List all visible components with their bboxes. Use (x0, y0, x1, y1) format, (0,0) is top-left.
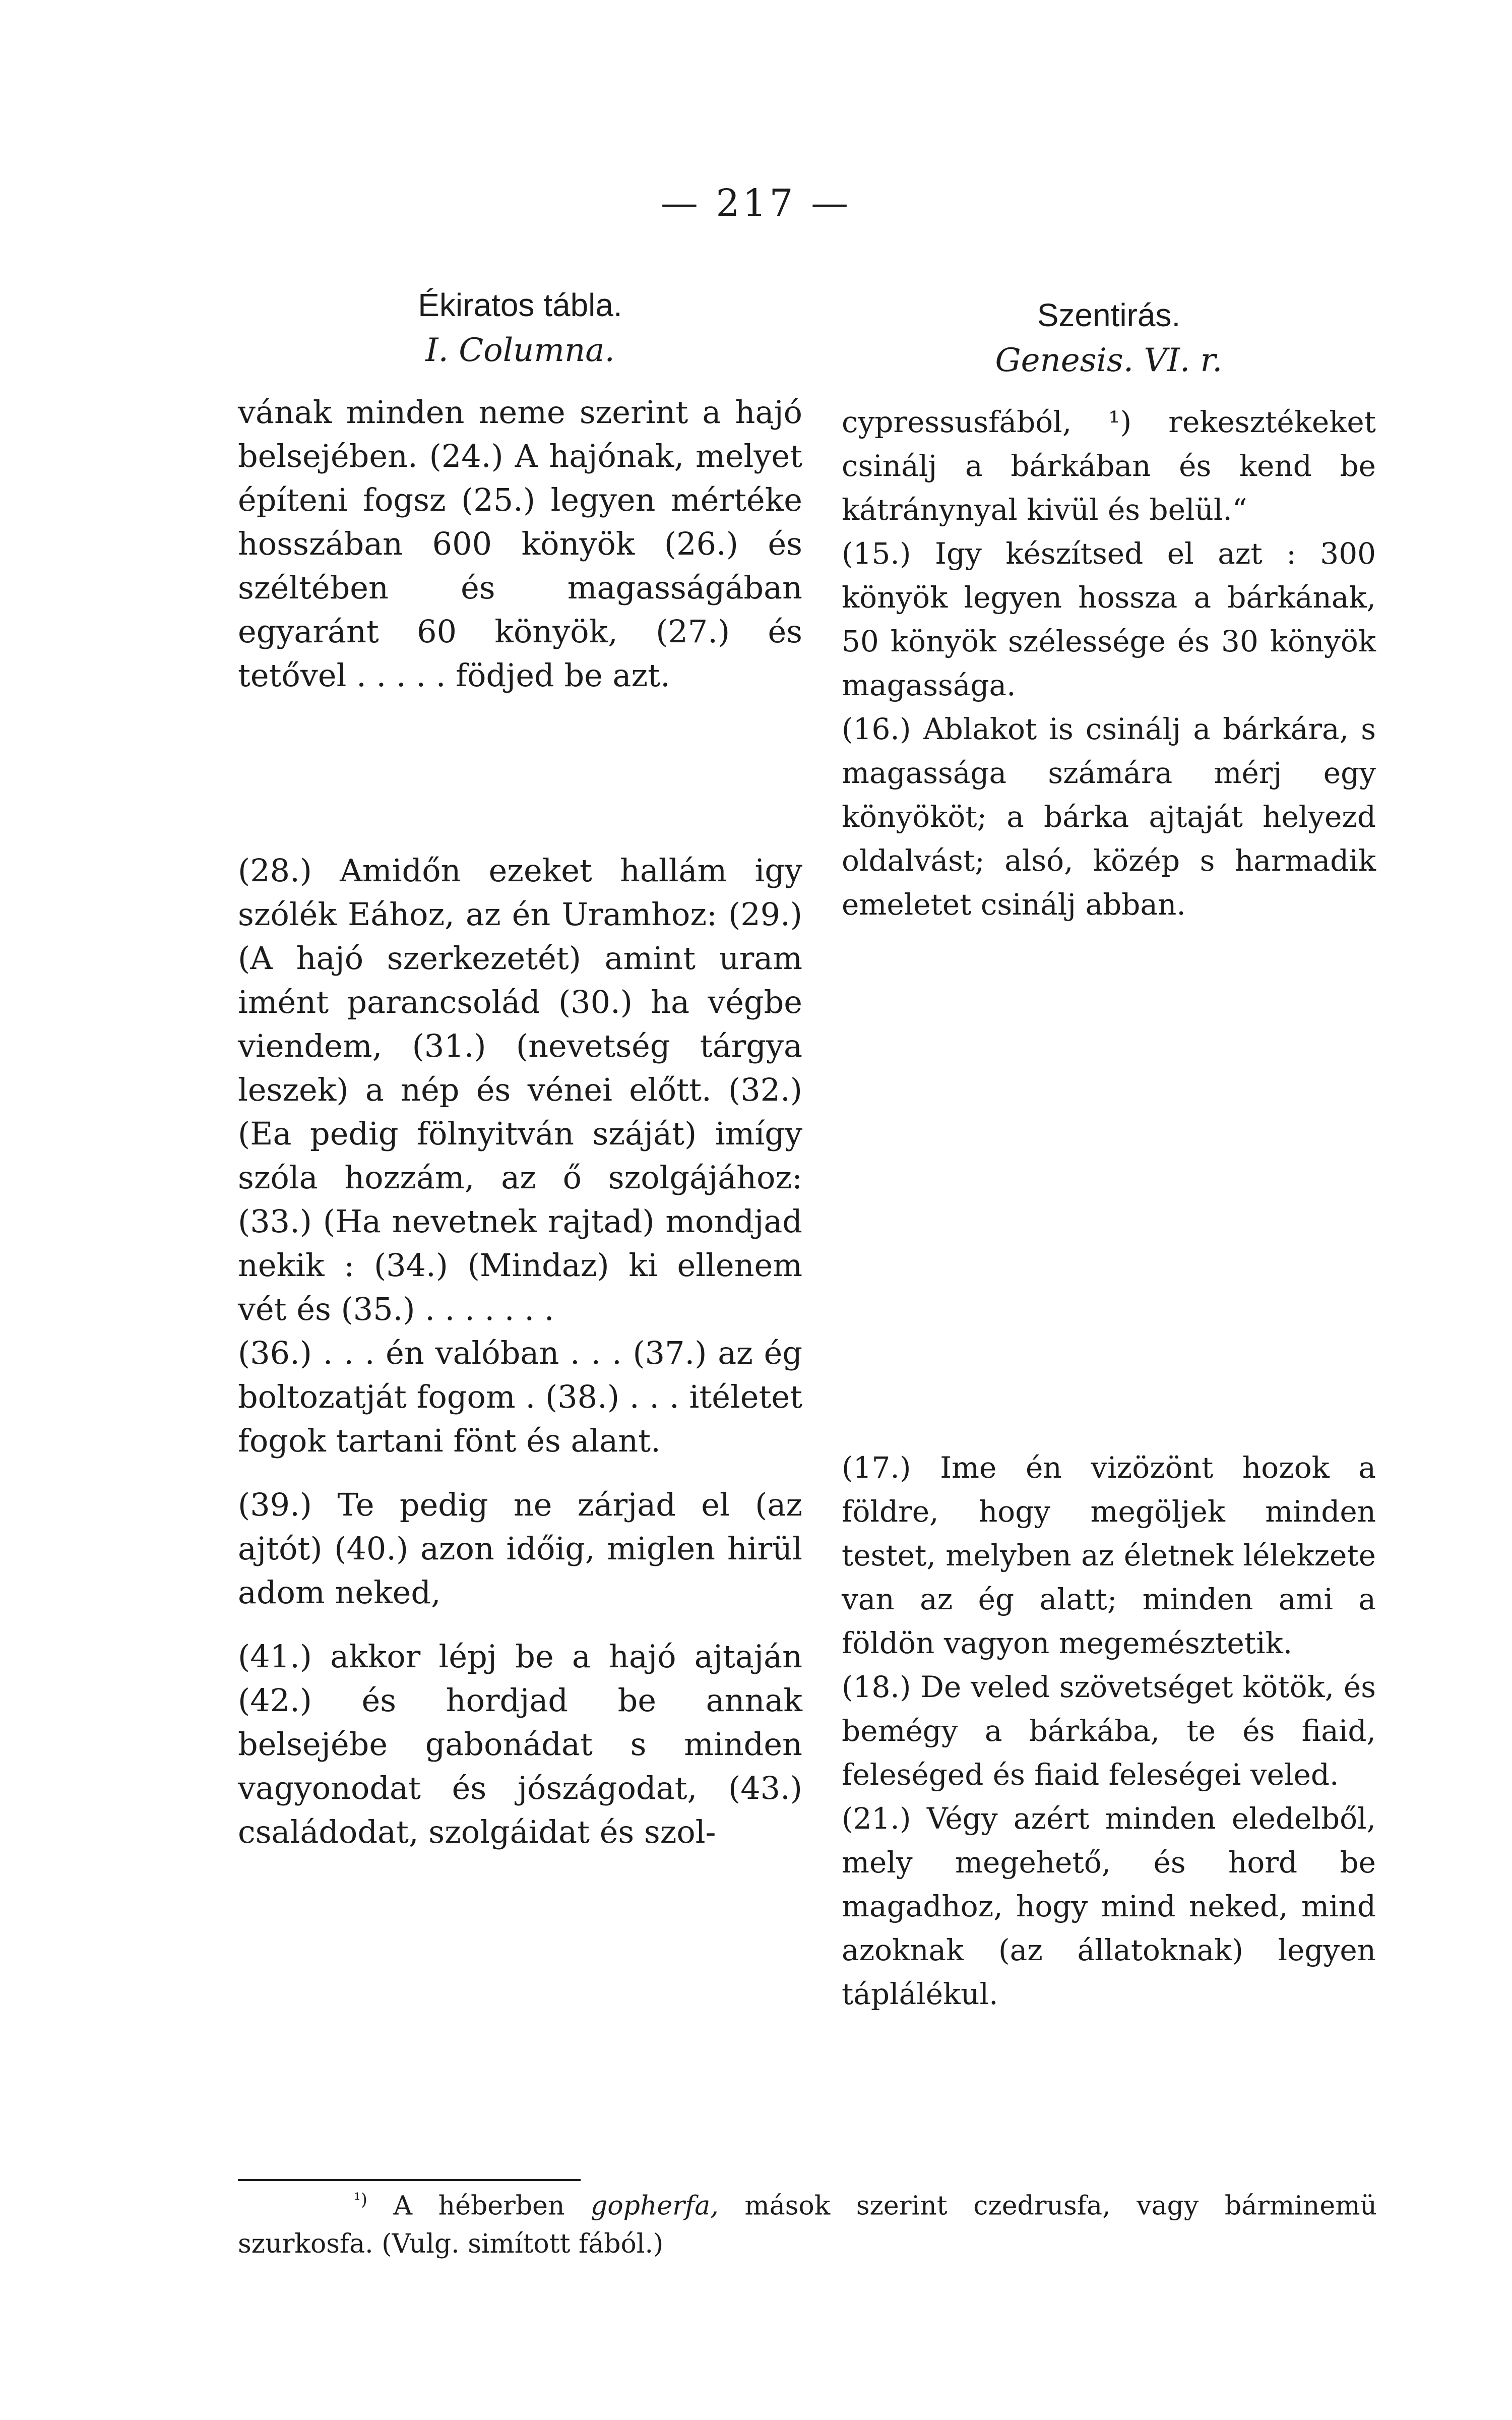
left-column (238, 282, 802, 1854)
left-column-subheading: I. Columna. (425, 332, 615, 369)
page-number: — 217 — (660, 182, 852, 225)
right-paragraph-4: (17.) Ime én vizözönt hozok a földre, hogy megöljek minden testet, melyben az életnek lélekzete van az ég alatt; minden ami a földön vagyon megemésztetik. (842, 1450, 1376, 1660)
footnote-text-before: A héberben (367, 2191, 591, 2221)
footnote-emphasis: gopherfa, (591, 2191, 719, 2221)
left-paragraph-1: vának minden neme szerint a hajó belsejében. (24.) A hajónak, melyet építeni fogsz (25.) legyen mértéke hosszában 600 könyök (26.) és széltében és magasságában egyaránt 60 könyök, (27.) és tetővel . . . . . födjed be azt. (238, 394, 802, 694)
footnote-text-after: mások szerint czedrusfa, vagy bárminemü szurkosfa. (Vulg. simított fából.) (238, 2191, 1377, 2260)
right-paragraph-2: (15.) Igy készítsed el azt : 300 könyök legyen hossza a bárkának, 50 könyök szélessége és 30 könyök magassága. (842, 536, 1376, 702)
left-column-heading: Ékiratos tábla. (418, 287, 622, 323)
right-column (842, 292, 1376, 2016)
right-paragraph-6: (21.) Végy azért minden eledelből, mely megehető, és hord be magadhoz, hogy mind neked, mind azoknak (az állatoknak) legyen táplálékul. (842, 1801, 1376, 2011)
right-paragraph-5: (18.) De veled szövetséget kötök, és bemégy a bárkába, te és fiaid, feleséged és fiaid feleségei veled. (842, 1670, 1376, 1792)
footnote (238, 2181, 1377, 2263)
left-paragraph-4: (39.) Te pedig ne zárjad el (az ajtót) (40.) azon időig, miglen hirül adom neked, (238, 1486, 802, 1611)
footnote-marker: ¹) (354, 2190, 367, 2210)
right-paragraph-1: cypressusfából, ¹) rekesztékeket csinálj a bárkában és kend be kátránynyal kivül és belül.“ (842, 405, 1376, 527)
left-paragraph-5: (41.) akkor lépj be a hajó ajtaján (42.) és hordjad be annak belsejébe gabonádat s minden vagyonodat és jószágodat, (43.) családodat, szolgáidat és szol- (238, 1638, 802, 1850)
right-paragraph-3: (16.) Ablakot is csinálj a bárkára, s magassága számára mérj egy könyököt; a bárka ajtaját helyezd oldalvást; alsó, közép s harmadik emeletet csinálj abban. (842, 712, 1376, 922)
left-paragraph-2: (28.) Amidőn ezeket hallám igy szólék Eához, az én Uramhoz: (29.) (A hajó szerkezetét) amint uram imént parancsolád (30.) ha végbe viendem, (31.) (nevetség tárgya leszek) a nép és vénei előtt. (32.) (Ea pedig fölnyitván száját) imígy szóla hozzám, az ő szolgájához: (33.) (Ha nevetnek rajtad) mondjad nekik : (34.) (Mindaz) ki ellenem vét és (35.) . . . . . . . (238, 852, 802, 1327)
left-paragraph-3: (36.) . . . én valóban . . . (37.) az ég boltozatját fogom . (38.) . . . itéletet fogok tartani fönt és alant. (238, 1335, 802, 1459)
right-column-heading: Szentirás. (1037, 297, 1181, 333)
right-column-subheading: Genesis. VI. r. (995, 342, 1223, 379)
